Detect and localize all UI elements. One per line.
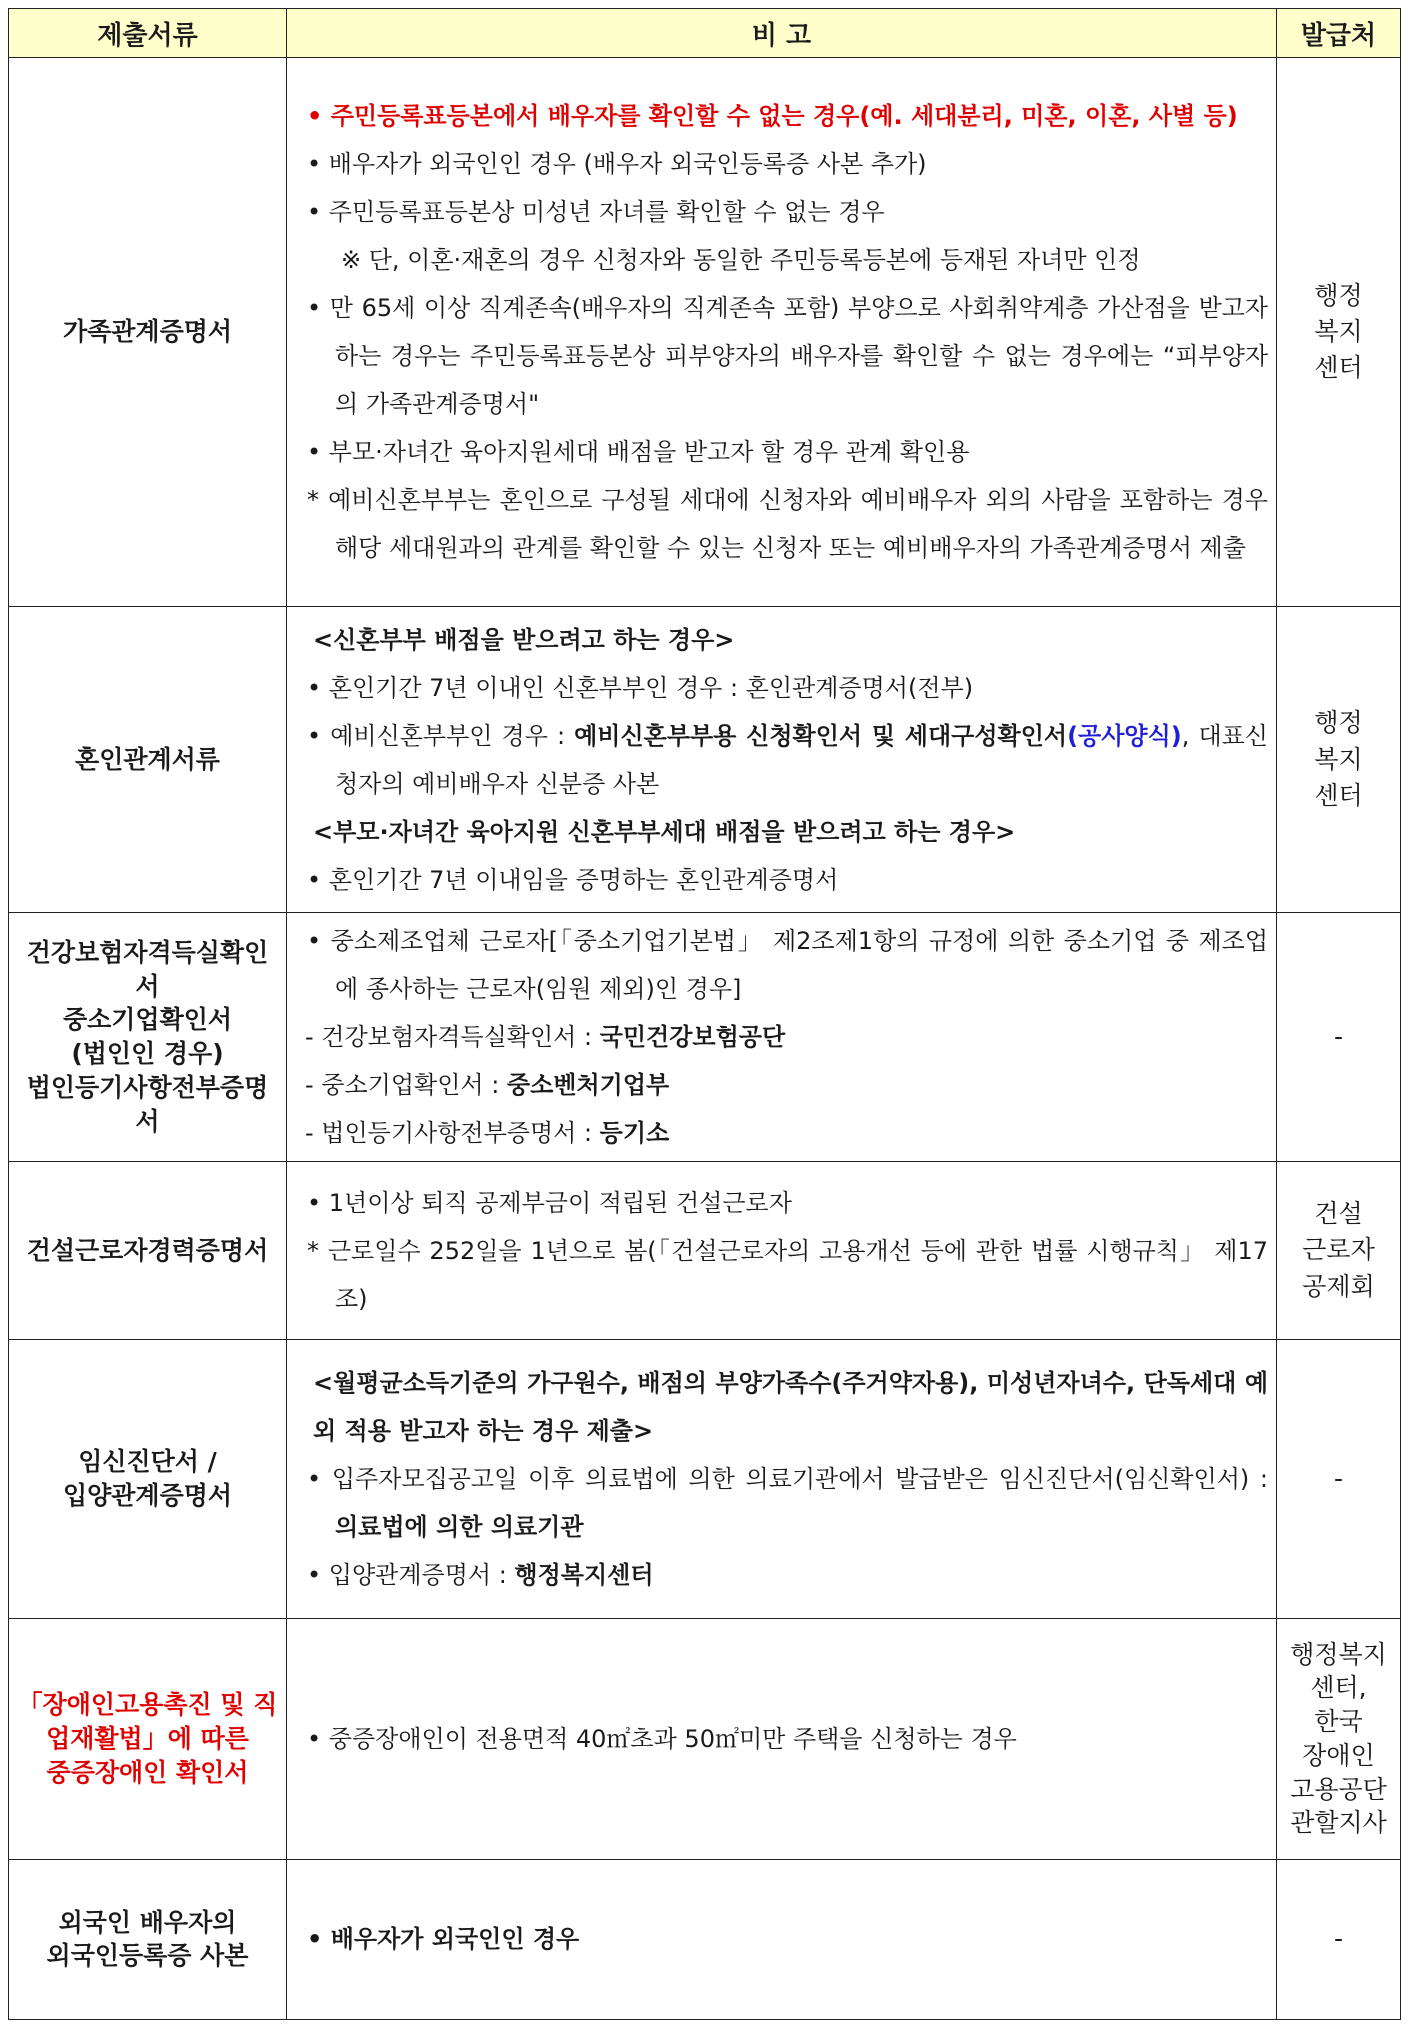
table-header-row xyxy=(9,9,1401,58)
remark-heading: <월평균소득기준의 가구원수, 배점의 부양가족수(주거약자용), 미성년자녀수, 단독세대 예외 적용 받고자 하는 경우 제출> xyxy=(313,1369,1268,1446)
doc-name: 임신진단서 / 입양관계증명서 xyxy=(9,1340,287,1619)
table-row xyxy=(9,1618,1401,1859)
remark-line xyxy=(299,1455,1268,1551)
remark-line: • 주민등록표등본상 미성년 자녀를 확인할 수 없는 경우 xyxy=(307,198,885,227)
remarks-cell xyxy=(287,1859,1277,2019)
remark-link-text: (공사양식) xyxy=(1067,721,1182,750)
remark-bold: 행정복지센터 xyxy=(514,1561,654,1590)
remarks-cell xyxy=(287,1340,1277,1619)
remarks-cell xyxy=(287,607,1277,913)
remark-line: • 부모·자녀간 육아지원세대 배점을 받고자 할 경우 관계 확인용 xyxy=(307,438,970,467)
remark-line: • 1년이상 퇴직 공제부금이 적립된 건설근로자 xyxy=(307,1188,792,1217)
remark-line: • 배우자가 외국인인 경우 (배우자 외국인등록증 사본 추가) xyxy=(307,150,927,179)
remarks-cell xyxy=(287,913,1277,1162)
remark-heading: <부모·자녀간 육아지원 신혼부부세대 배점을 받으려고 하는 경우> xyxy=(313,817,1016,846)
remark-text: • 예비신혼부부인 경우 : xyxy=(307,721,575,750)
remark-bold: 의료법에 의한 의료기관 xyxy=(335,1513,584,1542)
doc-name: 「장애인고용촉진 및 직업재활법」에 따른 중증장애인 확인서 xyxy=(9,1618,287,1859)
remarks-cell xyxy=(287,58,1277,607)
issuer-cell: - xyxy=(1277,1340,1401,1619)
table-row xyxy=(9,1340,1401,1619)
remark-text: • 입주자모집공고일 이후 의료법에 의한 의료기관에서 발급받은 임신진단서(임신확인서) : xyxy=(307,1465,1268,1494)
remark-line: ※ 단, 이혼·재혼의 경우 신청자와 동일한 주민등록등본에 등재된 자녀만 인정 xyxy=(341,246,1141,275)
remarks-cell xyxy=(287,1161,1277,1339)
table-row xyxy=(9,913,1401,1162)
remark-bold: 중소벤처기업부 xyxy=(506,1071,670,1100)
remark-text: • 입양관계증명서 : xyxy=(307,1561,515,1590)
remark-line xyxy=(299,1109,1268,1157)
doc-name: 가족관계증명서 xyxy=(9,58,287,607)
remark-bold: 등기소 xyxy=(599,1119,670,1148)
issuer-cell: - xyxy=(1277,1859,1401,2019)
header-issuer: 발급처 xyxy=(1277,9,1401,58)
remark-line xyxy=(299,1551,1268,1599)
table-row xyxy=(9,607,1401,913)
remark-bold: 국민건강보험공단 xyxy=(599,1023,786,1052)
header-submitted-docs: 제출서류 xyxy=(9,9,287,58)
issuer-cell: 행정 복지 센터 xyxy=(1277,58,1401,607)
remark-line: • 배우자가 외국인인 경우 xyxy=(307,1925,580,1954)
remark-text: , 대표신청자의 예비배우자 신분증 사본 xyxy=(335,721,1268,798)
remarks-cell xyxy=(287,1618,1277,1859)
remark-line: * 근로일수 252일을 1년으로 봄(「건설근로자의 고용개선 등에 관한 법률 시행규칙」 제17조) xyxy=(307,1236,1268,1313)
issuer-cell: 행정복지 센터, 한국 장애인 고용공단 관할지사 xyxy=(1277,1618,1401,1859)
remark-line: • 중증장애인이 전용면적 40㎡초과 50㎡미만 주택을 신청하는 경우 xyxy=(307,1724,1017,1753)
issuer-cell: 행정 복지 센터 xyxy=(1277,607,1401,913)
remark-bold: 예비신혼부부용 신청확인서 및 세대구성확인서 xyxy=(574,721,1068,750)
remark-line: • 만 65세 이상 직계존속(배우자의 직계존속 포함) 부양으로 사회취약계층 가산점을 받고자 하는 경우는 주민등록표등본상 피부양자의 배우자를 확인할 수 없는 경우에는 “피부양자의 가족관계증명서" xyxy=(307,294,1268,419)
table-row xyxy=(9,1859,1401,2019)
table-row xyxy=(9,1161,1401,1339)
remark-line xyxy=(299,712,1268,808)
doc-name: 혼인관계서류 xyxy=(9,607,287,913)
doc-name: 외국인 배우자의 외국인등록증 사본 xyxy=(9,1859,287,2019)
remark-heading: <신혼부부 배점을 받으려고 하는 경우> xyxy=(313,625,735,654)
remark-text: - 건강보험자격득실확인서 : xyxy=(305,1023,600,1052)
issuer-cell: 건설 근로자 공제회 xyxy=(1277,1161,1401,1339)
remark-text: - 중소기업확인서 : xyxy=(305,1071,507,1100)
remark-line: • 혼인기간 7년 이내임을 증명하는 혼인관계증명서 xyxy=(307,865,839,894)
issuer-cell: - xyxy=(1277,913,1401,1162)
remark-line xyxy=(299,1061,1268,1109)
remark-line: * 예비신혼부부는 혼인으로 구성될 세대에 신청자와 예비배우자 외의 사람을 포함하는 경우 해당 세대원과의 관계를 확인할 수 있는 신청자 또는 예비배우자의 가족관계증명서 제출 xyxy=(307,486,1268,563)
remark-text: - 법인등기사항전부증명서 : xyxy=(305,1119,600,1148)
document-table xyxy=(8,8,1401,2020)
doc-name: 건설근로자경력증명서 xyxy=(9,1161,287,1339)
remark-line: • 혼인기간 7년 이내인 신혼부부인 경우 : 혼인관계증명서(전부) xyxy=(307,673,974,702)
remark-line xyxy=(299,1013,1268,1061)
remark-line: • 주민등록표등본에서 배우자를 확인할 수 없는 경우(예. 세대분리, 미혼, 이혼, 사별 등) xyxy=(307,102,1238,131)
doc-name: 건강보험자격득실확인서 중소기업확인서 (법인인 경우) 법인등기사항전부증명서 xyxy=(9,913,287,1162)
table-row xyxy=(9,58,1401,607)
remark-line: • 중소제조업체 근로자[「중소기업기본법」 제2조제1항의 규정에 의한 중소기업 중 제조업에 종사하는 근로자(임원 제외)인 경우] xyxy=(307,927,1268,1004)
header-remarks: 비 고 xyxy=(287,9,1277,58)
